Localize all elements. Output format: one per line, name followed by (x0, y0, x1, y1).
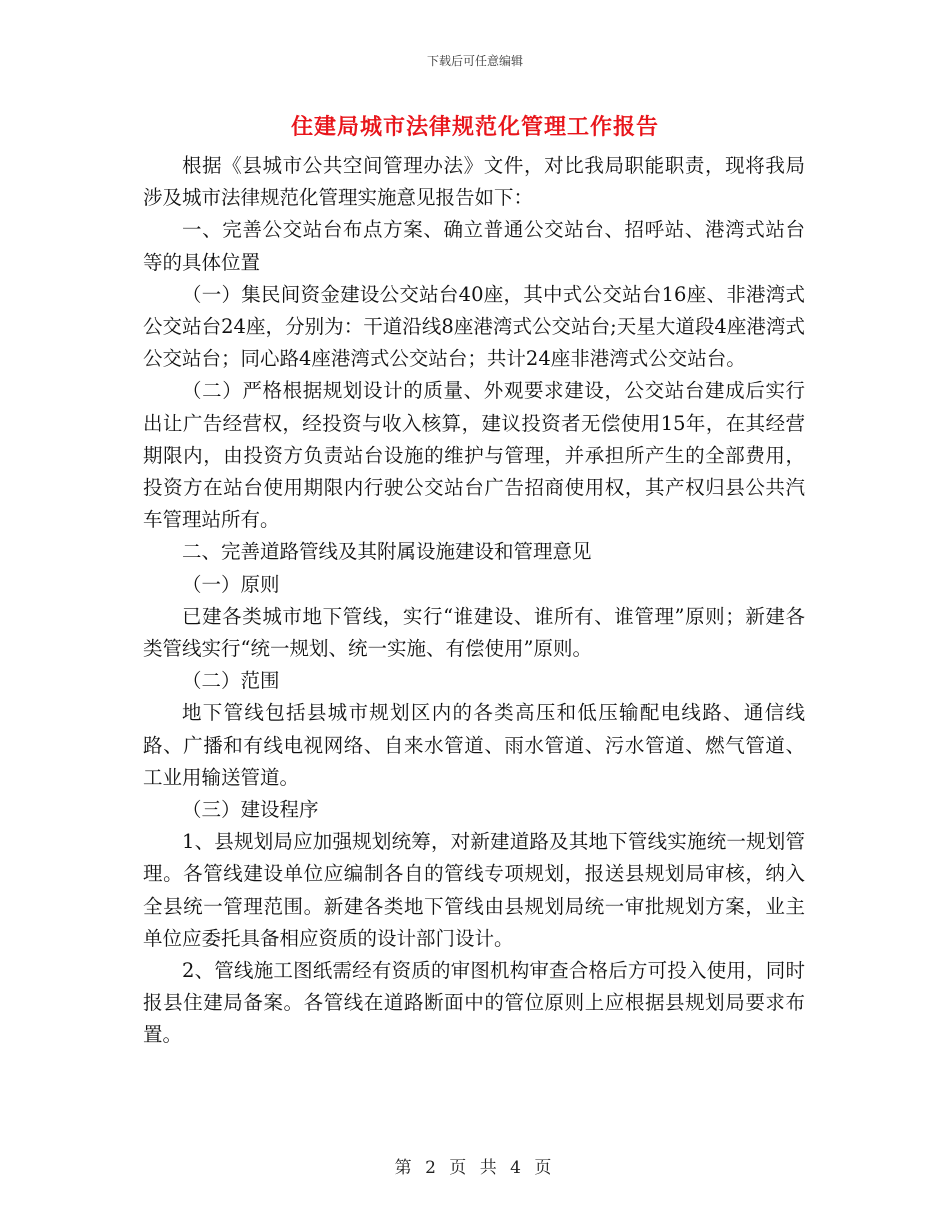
paragraph-intro: 根据《县城市公共空间管理办法》文件，对比我局职能职责，现将我局涉及城市法律规范化管理实施意见报告如下： (143, 154, 805, 210)
paragraph-1-1: （一）集民间资金建设公交站台40座，其中式公交站台16座、非港湾式公交站台24座，分别为：干道沿线8座港湾式公交站台;天星大道段4座港湾式公交站台；同心路4座港湾式公交站台；共计24座非港湾式公交站台。 (143, 282, 805, 371)
paragraph-procedure-1: 1、县规划局应加强规划统筹，对新建道路及其地下管线实施统一规划管理。各管线建设单位应编制各自的管线专项规划，报送县规划局审核，纳入全县统一管理范围。新建各类地下管线由县规划局统一审批规划方案，业主单位应委托具备相应资质的设计部门设计。 (143, 830, 805, 950)
subheading-principle: （一）原则 (182, 572, 280, 596)
page-header-note: 下载后可任意编辑 (426, 54, 523, 68)
page-footer-number: 第 2 页 共 4 页 (394, 1158, 556, 1178)
document-body (143, 150, 805, 1052)
subheading-procedure: （三）建设程序 (182, 798, 319, 822)
paragraph-1-2: （二）严格根据规划设计的质量、外观要求建设，公交站台建成后实行出让广告经营权，经投资与收入核算，建议投资者无偿使用15年，在其经营期限内，由投资方负责站台设施的维护与管理，并承担所产生的全部费用，投资方在站台使用期限内行驶公交站台广告招商使用权，其产权归县公共汽车管理站所有。 (143, 379, 805, 532)
document-title: 住建局城市法律规范化管理工作报告 (290, 114, 659, 140)
subheading-scope: （二）范围 (182, 669, 280, 693)
paragraph-procedure-2: 2、管线施工图纸需经有资质的审图机构审查合格后方可投入使用，同时报县住建局备案。各管线在道路断面中的管位原则上应根据县规划局要求布置。 (143, 959, 805, 1047)
paragraph-principle: 已建各类城市地下管线，实行“谁建设、谁所有、谁管理”原则；新建各类管线实行“统一规划、统一实施、有偿使用”原则。 (143, 604, 805, 661)
paragraph-scope: 地下管线包括县城市规划区内的各类高压和低压输配电线路、通信线路、广播和有线电视网络、自来水管道、雨水管道、污水管道、燃气管道、工业用输送管道。 (143, 701, 805, 789)
section-heading-2: 二、完善道路管线及其附属设施建设和管理意见 (182, 540, 592, 564)
section-heading-1: 一、完善公交站台布点方案、确立普通公交站台、招呼站、港湾式站台等的具体位置 (143, 218, 805, 274)
